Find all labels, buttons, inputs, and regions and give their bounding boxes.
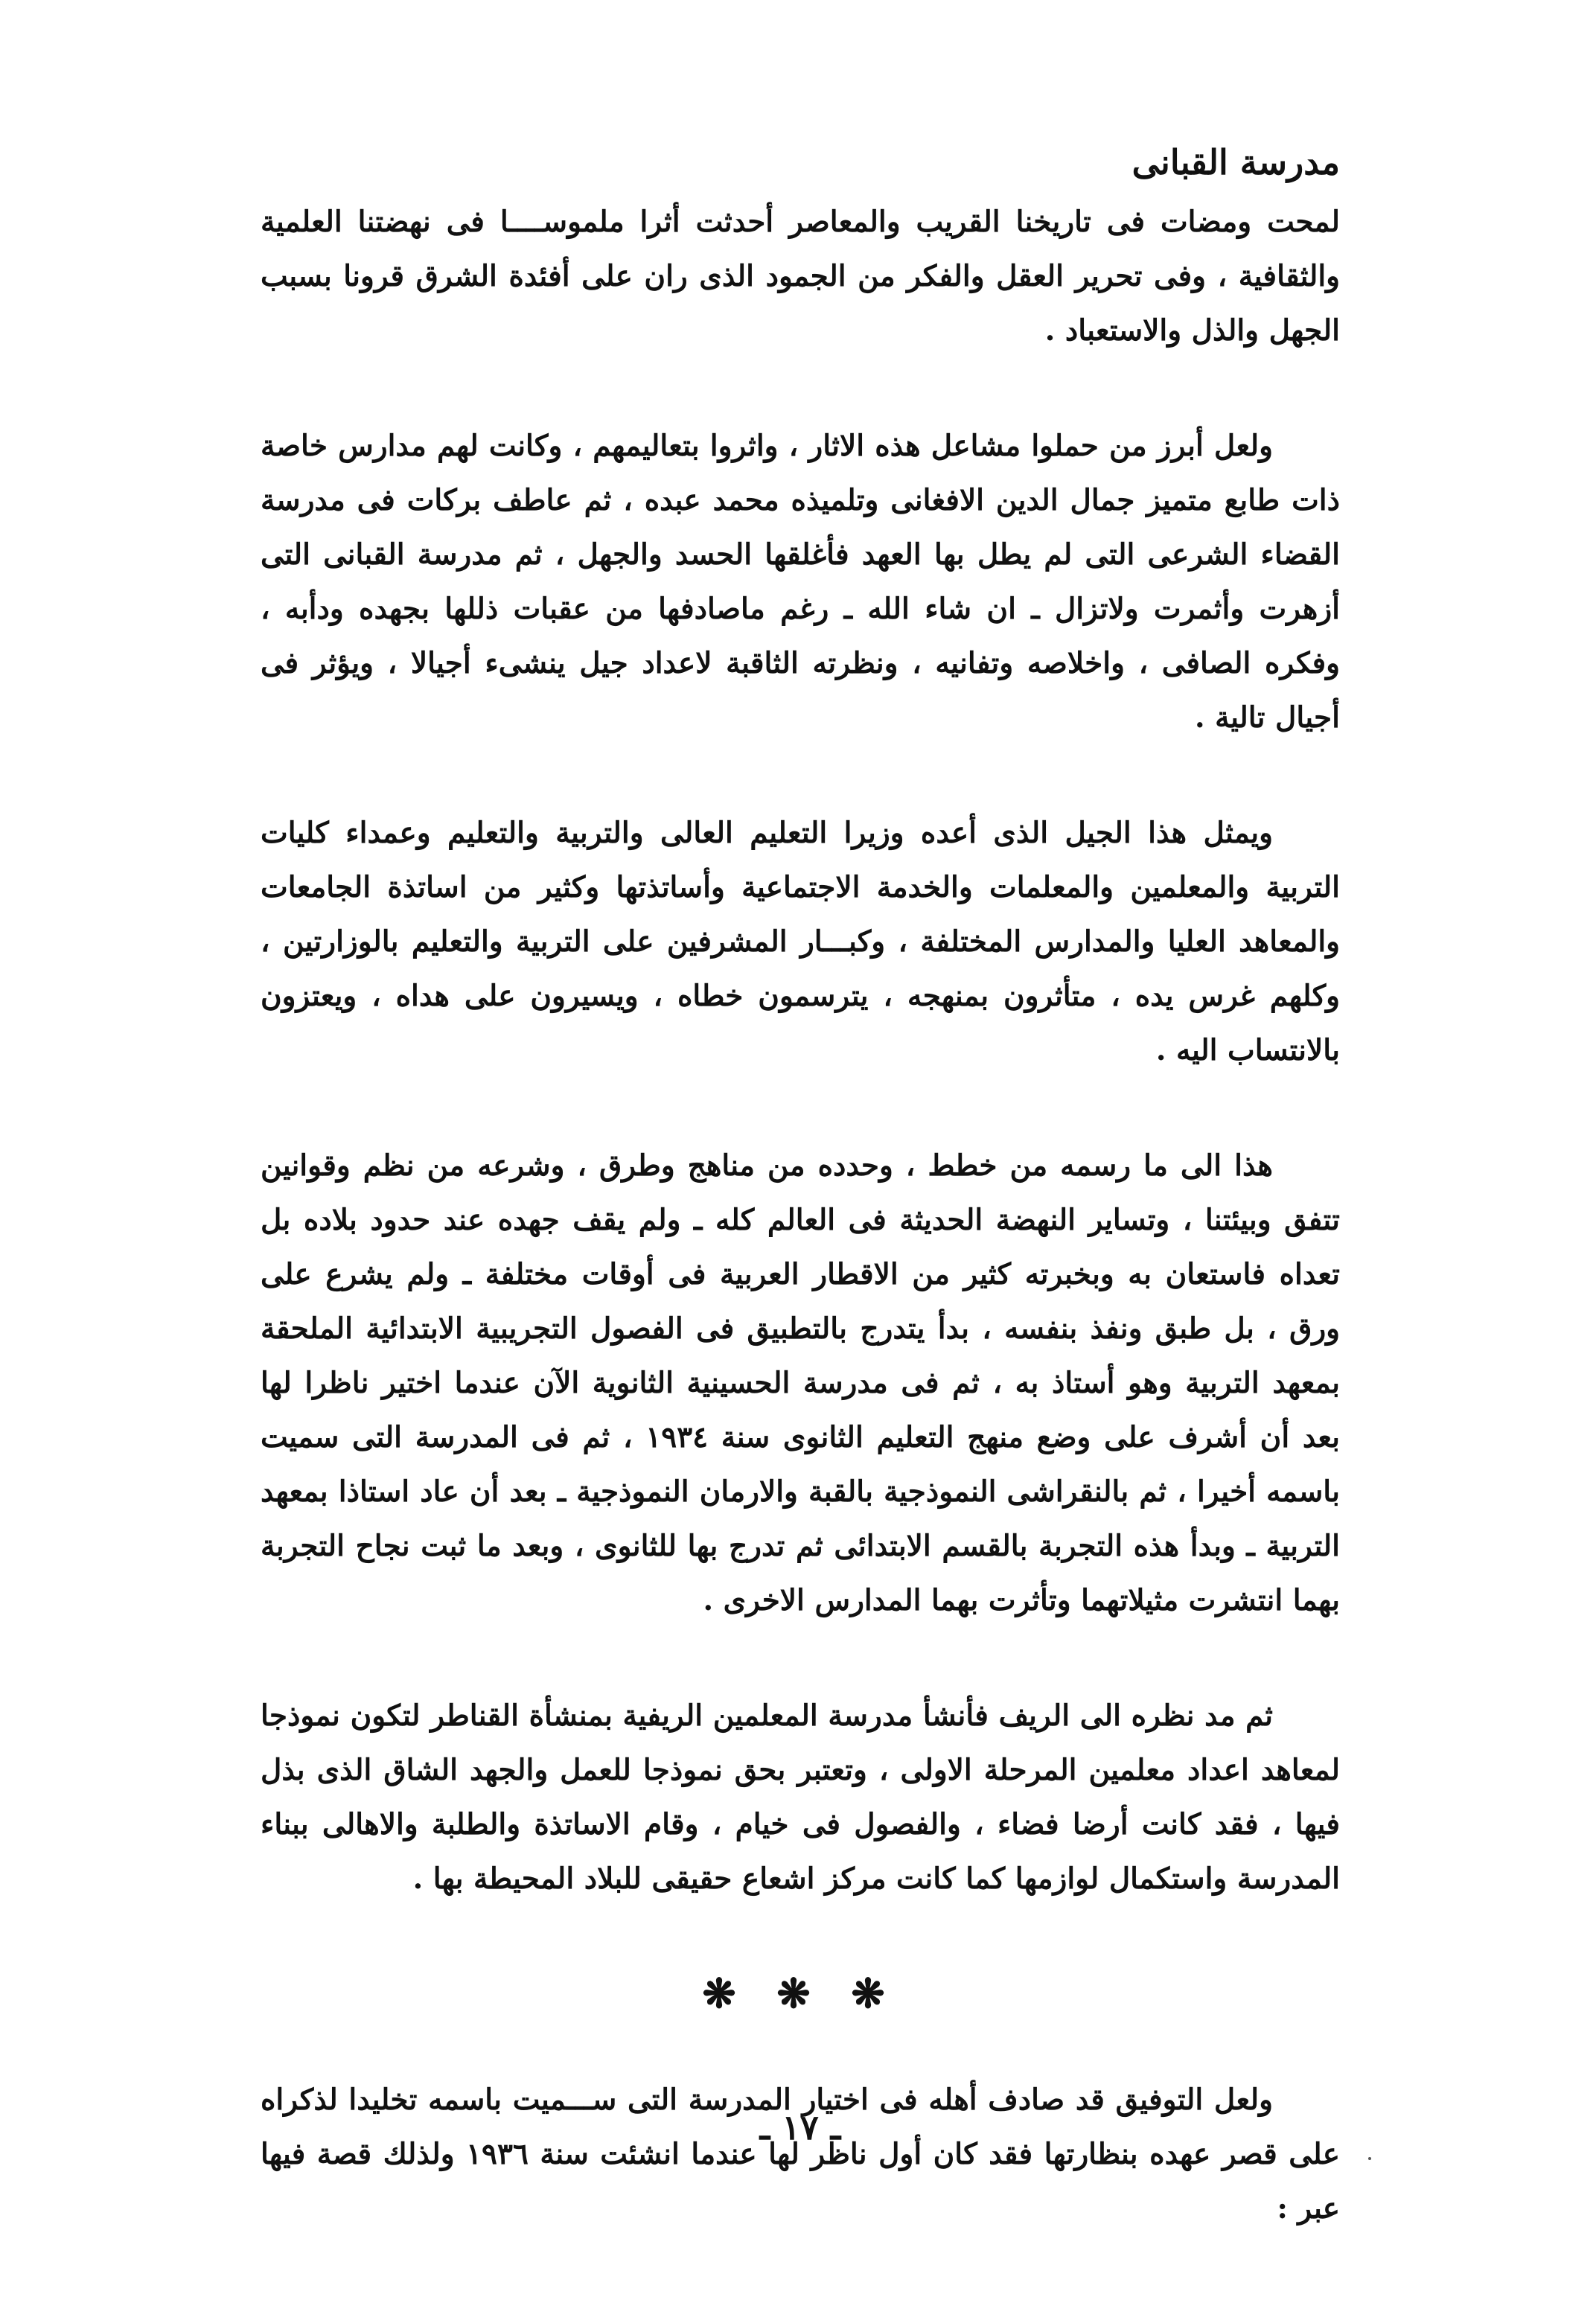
paragraph-5: ثم مد نظره الى الريف فأنشأ مدرسة المعلمين الريفية بمنشأة القناطر لتكون نموذجا لمعاهد اعداد معلمين المرحلة الاولى ، وتعتبر بحق نموذجا للعمل والجهد الشاق الذى بذل فيها ، فقد كانت أرضا فضاء ، والفصول فى خيام ، وقام الاساتذة والطلبة والاهالى ببناء المدرسة واستكمال لوازمها كما كانت مركز اشعاع حقيقى للبلاد المحيطة بها . (261, 1699, 1340, 1896)
page-number: ـ ١٧ ـ (759, 2107, 841, 2147)
section-separator: ❋ ❋ ❋ (702, 1969, 898, 2017)
closing-paragraph: ولعل التوفيق قد صادف أهله فى اختيار المدرسة التى ســـميت باسمه تخليدا لذكراه على قصر عهده بنظارتها فقد كان أول ناظر لها عندما انشئت سنة ١٩٣٦ ولذلك قصة فيها عبر : (261, 2083, 1340, 2226)
body-text (261, 195, 1340, 2297)
scan-speck (1368, 2157, 1371, 2160)
paragraph-1: لمحت ومضات فى تاريخنا القريب والمعاصر أحدثت أثرا ملموســــا فى نهضتنا العلمية والثقافية ، وفى تحرير العقل والفكر من الجمود الذى ران على أفئدة الشرق قرونا بسبب الجهل والذل والاستعباد . (261, 205, 1340, 348)
paragraph-2: ولعل أبرز من حملوا مشاعل هذه الاثار ، واثروا بتعاليمهم ، وكانت لهم مدارس خاصة ذات طابع متميز جمال الدين الافغانى وتلميذه محمد عبده ، ثم عاطف بركات فى مدرسة القضاء الشرعى التى لم يطل بها العهد فأغلقها الحسد والجهل ، ثم مدرسة القبانى التى أزهرت وأثمرت ولاتزال ـ ان شاء الله ـ رغم ماصادفها من عقبات ذللها بجهده ودأبه ، وفكره الصافى ، واخلاصه وتفانيه ، ونظرته الثاقبة لاعداد جيل ينشىء أجيالا ، ويؤثر فى أجيال تالية . (261, 429, 1340, 735)
paragraph-3: ويمثل هذا الجيل الذى أعده وزيرا التعليم العالى والتربية والتعليم وعمداء كليات التربية والمعلمين والمعلمات والخدمة الاجتماعية وأساتذتها وكثير من اساتذة الجامعات والمعاهد العليا والمدارس المختلفة ، وكبـــار المشرفين على التربية والتعليم بالوزارتين ، وكلهم غرس يده ، متأثرون بمنهجه ، يترسمون خطاه ، ويسيرون على هداه ، ويعتزون بالانتساب اليه . (261, 816, 1340, 1067)
document-page (261, 112, 1341, 2226)
page-title: مدرسة القبانى (1131, 142, 1340, 182)
paragraph-4: هذا الى ما رسمه من خطط ، وحدده من مناهج وطرق ، وشرعه من نظم وقوانين تتفق وبيئتنا ، وتساير النهضة الحديثة فى العالم كله ـ ولم يقف جهده عند حدود بلاده بل تعداه فاستعان به وبخبرته كثير من الاقطار العربية فى أوقات مختلفة ـ ولم يشرع على ورق ، بل طبق ونفذ بنفسه ، بدأ يتدرج بالتطبيق فى الفصول التجريبية الابتدائية الملحقة بمعهد التربية وهو أستاذ به ، ثم فى مدرسة الحسينية الثانوية الآن عندما اختير ناظرا لها بعد أن أشرف على وضع منهج التعليم الثانوى سنة ١٩٣٤ ، ثم فى المدرسة التى سميت باسمه أخيرا ، ثم بالنقراشى النموذجية بالقبة والارمان النموذجية ـ بعد أن عاد استاذا بمعهد التربية ـ وبدأ هذه التجربة بالقسم الابتدائى ثم تدرج بها للثانوى ، وبعد ما ثبت نجاح التجربة بهما انتشرت مثيلاتهما وتأثرت بهما المدارس الاخرى . (261, 1148, 1341, 1617)
